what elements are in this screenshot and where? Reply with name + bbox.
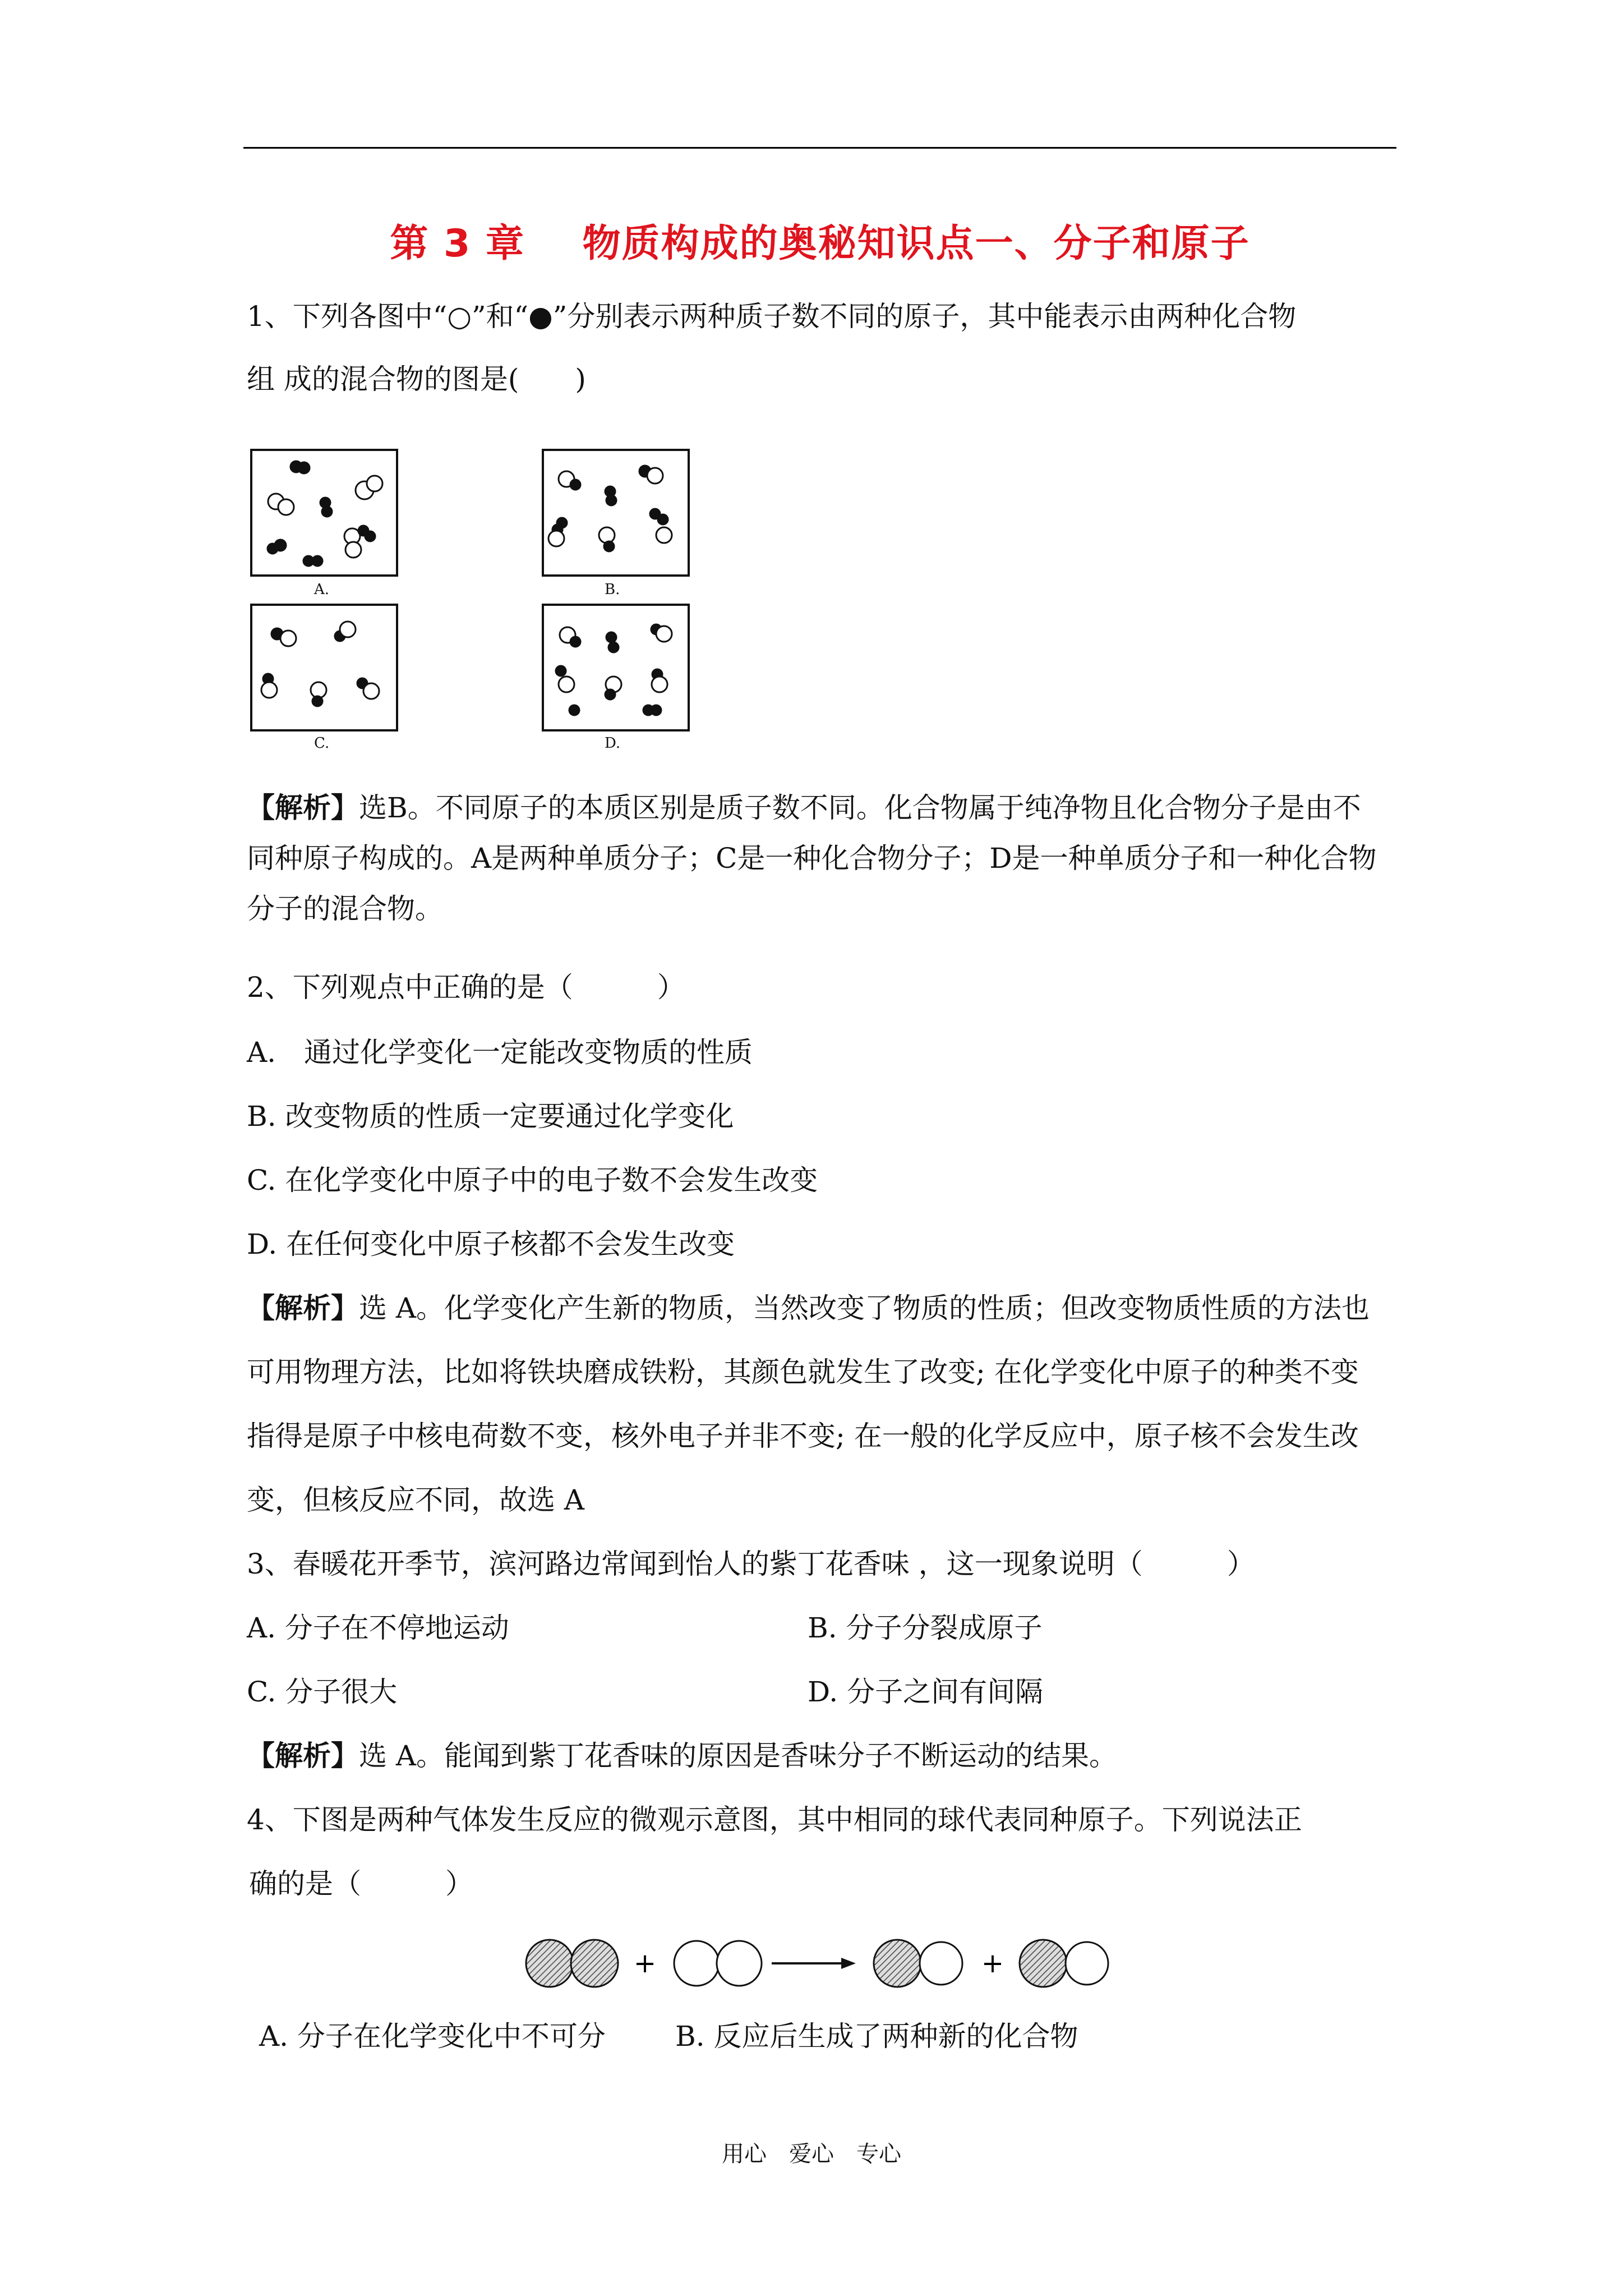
figure-d-box — [542, 604, 690, 731]
q3-analysis-text: 选 A。能闻到紫丁花香味的原因是香味分子不断运动的结果。 — [359, 1740, 1118, 1772]
q4-stem-line2: 确的是（ ） — [249, 1867, 473, 1900]
analysis-tag: 【解析】 — [247, 1739, 359, 1772]
q3-option-d: D. 分子之间有间隔 — [808, 1676, 1044, 1708]
header-rule — [243, 147, 1396, 149]
q3-option-c: C. 分子很大 — [247, 1676, 398, 1708]
q2-analysis-line2: 可用物理方法，比如将铁块磨成铁粉，其颜色就发生了改变; 在化学变化中原子的种类不变 — [247, 1356, 1359, 1388]
plus-sign: + — [981, 1948, 1004, 1979]
q1-stem-line2: 组 成的混合物的图是( ) — [247, 363, 586, 395]
figure-b-label: B. — [605, 581, 620, 598]
product-molecule-1 — [874, 1940, 962, 1987]
q2-analysis-line1 — [247, 1291, 1370, 1325]
figure-c-label: C. — [314, 735, 330, 752]
figure-a-box — [250, 449, 398, 577]
q1-analysis-text: 选B。不同原子的本质区别是质子数不同。化合物属于纯净物且化合物分子是由不 — [359, 792, 1361, 824]
reactant-molecule-1 — [526, 1940, 618, 1987]
q2-analysis-line3: 指得是原子中核电荷数不变，核外电子并非不变; 在一般的化学反应中，原子核不会发生改 — [247, 1420, 1359, 1452]
figure-b-molecules — [544, 451, 688, 574]
q2-option-b: B. 改变物质的性质一定要通过化学变化 — [247, 1100, 734, 1133]
q2-option-a: A. 通过化学变化一定能改变物质的性质 — [247, 1036, 753, 1069]
page-title: 第 3 章 物质构成的奥秘知识点一、分子和原子 — [390, 222, 1250, 266]
figure-a-label: A. — [314, 581, 330, 598]
figure-a-molecules — [252, 451, 396, 574]
q3-stem: 3、春暖花开季节，滨河路边常闻到怡人的紫丁花香味 ，这一现象说明（ ） — [247, 1548, 1255, 1580]
q2-stem: 2、下列观点中正确的是（ ） — [247, 971, 685, 1004]
plus-sign: + — [633, 1948, 657, 1979]
figure-b-box — [542, 449, 690, 577]
q1-stem-line1: 1、下列各图中“○”和“●”分别表示两种质子数不同的原子，其中能表示由两种化合物 — [247, 300, 1297, 333]
page-footer: 用心 爱心 专心 — [722, 2141, 901, 2167]
q2-analysis-line4: 变，但核反应不同，故选 A — [247, 1484, 585, 1516]
q3-option-b: B. 分子分裂成原子 — [808, 1612, 1043, 1644]
q3-analysis — [247, 1739, 1117, 1773]
figure-c-molecules — [252, 606, 396, 729]
arrow — [772, 1958, 856, 1969]
figure-d-label: D. — [605, 735, 621, 752]
q4-option-a: A. 分子在化学变化中不可分 — [259, 2020, 606, 2053]
q4-stem-line1: 4、下图是两种气体发生反应的微观示意图，其中相同的球代表同种原子。下列说法正 — [247, 1803, 1302, 1836]
q1-analysis-line2: 同种原子构成的。A是两种单质分子；C是一种化合物分子；D是一种单质分子和一种化合物 — [247, 842, 1377, 875]
product-molecule-2 — [1020, 1940, 1108, 1987]
figure-d-molecules — [544, 606, 688, 729]
analysis-tag: 【解析】 — [247, 1291, 359, 1324]
q4-reaction-diagram — [516, 1930, 1144, 1997]
q1-analysis-line3: 分子的混合物。 — [247, 892, 443, 925]
q2-analysis-text: 选 A。化学变化产生新的物质，当然改变了物质的性质；但改变物质性质的方法也 — [359, 1292, 1370, 1324]
figure-c-box — [250, 604, 398, 731]
analysis-tag: 【解析】 — [247, 791, 359, 824]
q4-option-b: B. 反应后生成了两种新的化合物 — [675, 2020, 1078, 2053]
q3-option-a: A. 分子在不停地运动 — [247, 1612, 509, 1644]
q2-option-d: D. 在任何变化中原子核都不会发生改变 — [247, 1228, 735, 1260]
q1-analysis-line1 — [247, 791, 1361, 825]
q2-option-c: C. 在化学变化中原子中的电子数不会发生改变 — [247, 1164, 818, 1197]
reactant-molecule-2 — [674, 1941, 762, 1986]
